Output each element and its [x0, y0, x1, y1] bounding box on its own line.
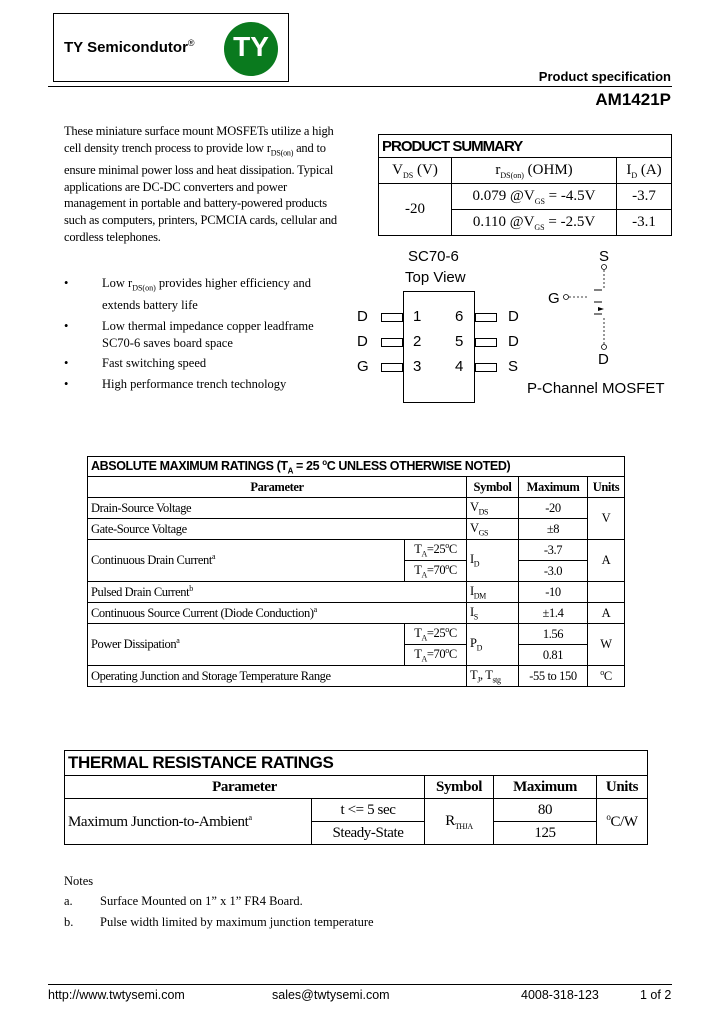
thermal-param: Maximum Junction-to-Ambient$^a$: [65, 799, 312, 845]
pin-label: D: [357, 333, 368, 350]
unit-celsius: $^o$C: [588, 666, 625, 687]
note-a-key: a.: [64, 894, 73, 908]
thermal-symbol: $R_{THJA}$: [425, 799, 494, 845]
summary-vds-value: -20: [379, 184, 452, 236]
abs-max-title: ABSOLUTE MAXIMUM RATINGS ($T_A = 25$ $^o$C UNLESS OTHERWISE NOTED): [88, 457, 625, 477]
pin-pad: [381, 338, 403, 347]
unit-is: A: [588, 603, 625, 624]
part-number: AM1421P: [595, 90, 671, 109]
absolute-max-ratings-table: [87, 456, 625, 687]
product-spec-label: Product specification: [538, 69, 671, 84]
pin-number: 3: [413, 358, 422, 375]
bullet-icon: •: [64, 377, 69, 392]
bullet-icon: •: [64, 318, 69, 333]
description-p2: and to ensure minimal power loss and heat dissipation. Typical applications are DC-DC converters and power management in portable and battery-powered products such as computers, printers, PCMCIA cards, cellular and cordless telephones.: [64, 140, 337, 244]
cond-ta70: $T_A=70^oC$: [405, 645, 467, 666]
summary-id-2: -3.1: [617, 210, 672, 236]
max-pd-25: 1.56: [519, 624, 588, 645]
param-pd: Power Dissipation$^a$: [88, 624, 405, 666]
rdson-symbol: $r_{DS(on)}$: [266, 140, 294, 158]
pin-number: 4: [455, 358, 464, 375]
mosfet-drain-label: D: [598, 351, 609, 368]
description-p1: These miniature surface mount MOSFETs utilize a high cell density trench process to provide low: [64, 124, 334, 155]
summary-title: PRODUCT SUMMARY: [379, 135, 672, 158]
pin-number: 2: [413, 333, 422, 350]
max-is: ±1.4: [519, 603, 588, 624]
footer-rule: [48, 984, 672, 985]
symbol-tj: $T_J$, $T_{stg}$: [467, 666, 519, 687]
note-a-text: Surface Mounted on 1” x 1” FR4 Board.: [100, 894, 303, 908]
feature-item: • Fast switching speed: [64, 356, 207, 371]
company-name: TY Semicondutor®: [64, 38, 195, 56]
package-name: SC70-6: [408, 248, 459, 265]
p-channel-mosfet-icon: [560, 262, 620, 354]
max-id-70: -3.0: [519, 561, 588, 582]
registered-mark: ®: [187, 38, 195, 48]
footer-phone: 4008-318-123: [521, 988, 599, 1002]
max-idm: -10: [519, 582, 588, 603]
cond-ta70: $T_A=70^oC$: [405, 561, 467, 582]
feature-list: [64, 275, 349, 393]
pin-label: D: [508, 308, 519, 325]
ty-logo-icon: [224, 22, 278, 76]
pin-label: S: [508, 358, 519, 375]
pin-number: 1: [413, 308, 422, 325]
thermal-header-maximum: Maximum: [494, 776, 597, 799]
symbol-idm: $I_{DM}$: [467, 582, 519, 603]
pin-pad: [475, 363, 497, 372]
symbol-pd: $P_D$: [467, 624, 519, 666]
param-is: Continuous Source Current (Diode Conduction)$^a$: [88, 603, 467, 624]
notes-title: Notes: [64, 874, 94, 888]
pin-pad: [475, 338, 497, 347]
max-vds: -20: [519, 498, 588, 519]
max-id-25: -3.7: [519, 540, 588, 561]
summary-id-1: -3.7: [617, 184, 672, 210]
feature-item: • Low $r_{DS(on)}$ provides higher efficiency and extends battery life: [64, 276, 312, 313]
note-b-key: b.: [64, 915, 74, 929]
unit-watts: W: [588, 624, 625, 666]
unit-volts: V: [588, 498, 625, 540]
pin-pad: [475, 313, 497, 322]
thermal-header-parameter: Parameter: [65, 776, 425, 799]
max-vgs: ±8: [519, 519, 588, 540]
company-logo-box: [53, 13, 289, 82]
max-pd-70: 0.81: [519, 645, 588, 666]
bullet-icon: •: [64, 276, 69, 290]
summary-rdson-2: 0.110 $@V_{GS} = -2.5V$: [452, 210, 617, 236]
summary-col-id: $I_D$ (A): [617, 158, 672, 184]
param-id: Continuous Drain Current$^a$: [88, 540, 405, 582]
mosfet-source-label: S: [599, 248, 610, 265]
pin-label: D: [357, 308, 368, 325]
note-b-text: Pulse width limited by maximum junction temperature: [100, 915, 374, 929]
mosfet-type-label: P-Channel MOSFET: [527, 380, 665, 397]
cond-ta25: $T_A=25^oC$: [405, 624, 467, 645]
pin-label: G: [357, 358, 369, 375]
footer-url-link[interactable]: http://www.twtysemi.com: [48, 988, 185, 1002]
abs-max-header-parameter: Parameter: [88, 477, 467, 498]
cond-ta25: $T_A=25^oC$: [405, 540, 467, 561]
thermal-header-symbol: Symbol: [425, 776, 494, 799]
thermal-title: THERMAL RESISTANCE RATINGS: [65, 751, 648, 776]
feature-item: • Low thermal impedance copper leadframe SC70-6 saves board space: [64, 318, 314, 350]
param-tj: Operating Junction and Storage Temperature Range: [88, 666, 467, 687]
thermal-unit: $^o$C/W: [597, 799, 648, 845]
max-tj: -55 to 150: [519, 666, 588, 687]
footer-page-number: 1 of 2: [640, 988, 672, 1002]
symbol-id: $I_D$: [467, 540, 519, 582]
package-view: Top View: [405, 269, 466, 286]
pin-label: D: [508, 333, 519, 350]
bullet-icon: •: [64, 356, 69, 371]
thermal-header-units: Units: [597, 776, 648, 799]
pin-pad: [381, 313, 403, 322]
summary-col-vds: $V_{DS}$ (V): [379, 158, 452, 184]
pin-number: 5: [455, 333, 464, 350]
abs-max-header-maximum: Maximum: [519, 477, 588, 498]
thermal-cond-1: t <= 5 sec: [312, 799, 425, 822]
param-vgs: Gate-Source Voltage: [88, 519, 467, 540]
footer-email-link[interactable]: sales@twtysemi.com: [272, 988, 390, 1002]
feature-item: • High performance trench technology: [64, 377, 287, 392]
summary-col-rdson: $r_{DS(on)}$ (OHM): [452, 158, 617, 184]
ty-logo-text: TY: [233, 31, 269, 62]
thermal-max-1: 80: [494, 799, 597, 822]
product-summary-table: [378, 134, 672, 236]
thermal-max-2: 125: [494, 822, 597, 845]
symbol-vgs: $V_{GS}$: [467, 519, 519, 540]
thermal-resistance-table: [64, 750, 648, 845]
mosfet-gate-label: G: [548, 290, 560, 307]
summary-rdson-1: 0.079 $@V_{GS} = -4.5V$: [452, 184, 617, 210]
pin-number: 6: [455, 308, 464, 325]
abs-max-header-symbol: Symbol: [467, 477, 519, 498]
pin-pad: [381, 363, 403, 372]
description: [64, 123, 349, 245]
unit-empty: [588, 582, 625, 603]
symbol-vds: $V_{DS}$: [467, 498, 519, 519]
unit-amps: A: [588, 540, 625, 582]
thermal-cond-2: Steady-State: [312, 822, 425, 845]
param-idm: Pulsed Drain Current$^b$: [88, 582, 467, 603]
symbol-is: $I_S$: [467, 603, 519, 624]
header-rule: [48, 86, 672, 87]
abs-max-header-units: Units: [588, 477, 625, 498]
param-vds: Drain-Source Voltage: [88, 498, 467, 519]
